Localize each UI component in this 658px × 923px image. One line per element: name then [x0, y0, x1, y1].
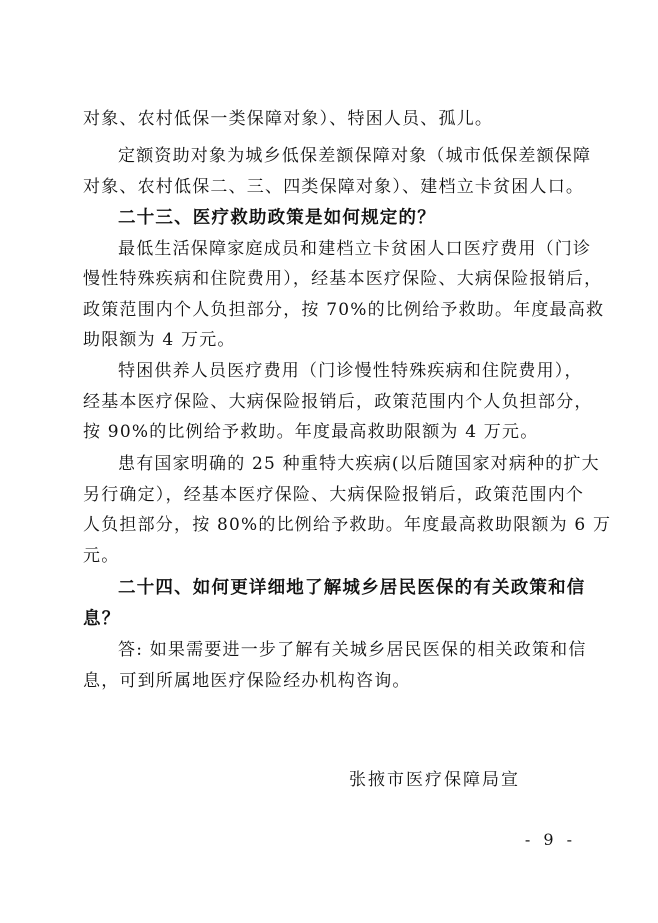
- body-text-line: 政策范围内个人负担部分，按 70%的比例给予救助。年度最高救: [83, 300, 605, 320]
- answer-first-line: 答: 如果需要进一步了解有关城乡居民医保的相关政策和信: [118, 640, 587, 660]
- paragraph-first-line: 特困供养人员医疗费用（门诊慢性特殊疾病和住院费用），: [118, 361, 583, 381]
- body-text-line: 息，可到所属地医疗保险经办机构咨询。: [83, 671, 411, 691]
- section-heading-23: 二十三、医疗救助政策是如何规定的？: [118, 208, 436, 228]
- body-text-line: 经基本医疗保险、大病保险报销后，政策范围内个人负担部分，: [83, 392, 593, 412]
- paragraph-first-line: 患有国家明确的 25 种重特大疾病(以后随国家对病种的扩大: [118, 454, 600, 474]
- section-heading-24-cont: 息？: [83, 609, 121, 629]
- section-heading-24: 二十四、如何更详细地了解城乡居民医保的有关政策和信: [118, 578, 586, 598]
- body-text-line: 对象、农村低保一类保障对象）、特困人员、孤儿。: [83, 109, 494, 129]
- page-number: - 9 -: [524, 830, 576, 849]
- body-text-line: 对象、农村低保二、三、四类保障对象）、建档立卡贫困人口。: [83, 177, 585, 197]
- body-text-line: 助限额为 4 万元。: [83, 330, 236, 350]
- issuer-signature: 张掖市医疗保障局宣: [349, 770, 520, 790]
- paragraph-first-line: 最低生活保障家庭成员和建档立卡贫困人口医疗费用（门诊: [118, 239, 592, 259]
- body-text-line: 元。: [83, 546, 120, 566]
- body-text-line: 另行确定），经基本医疗保险、大病保险报销后，政策范围内个: [83, 485, 585, 505]
- body-text-line: 慢性特殊疾病和住院费用），经基本医疗保险、大病保险报销后，: [83, 269, 603, 289]
- body-text-line: 按 90%的比例给予救助。年度最高救助限额为 4 万元。: [83, 422, 539, 442]
- paragraph-first-line: 定额资助对象为城乡低保差额保障对象（城市低保差额保障: [118, 146, 592, 166]
- body-text-line: 人负担部分，按 80%的比例给予救助。年度最高救助限额为 6 万: [83, 515, 612, 535]
